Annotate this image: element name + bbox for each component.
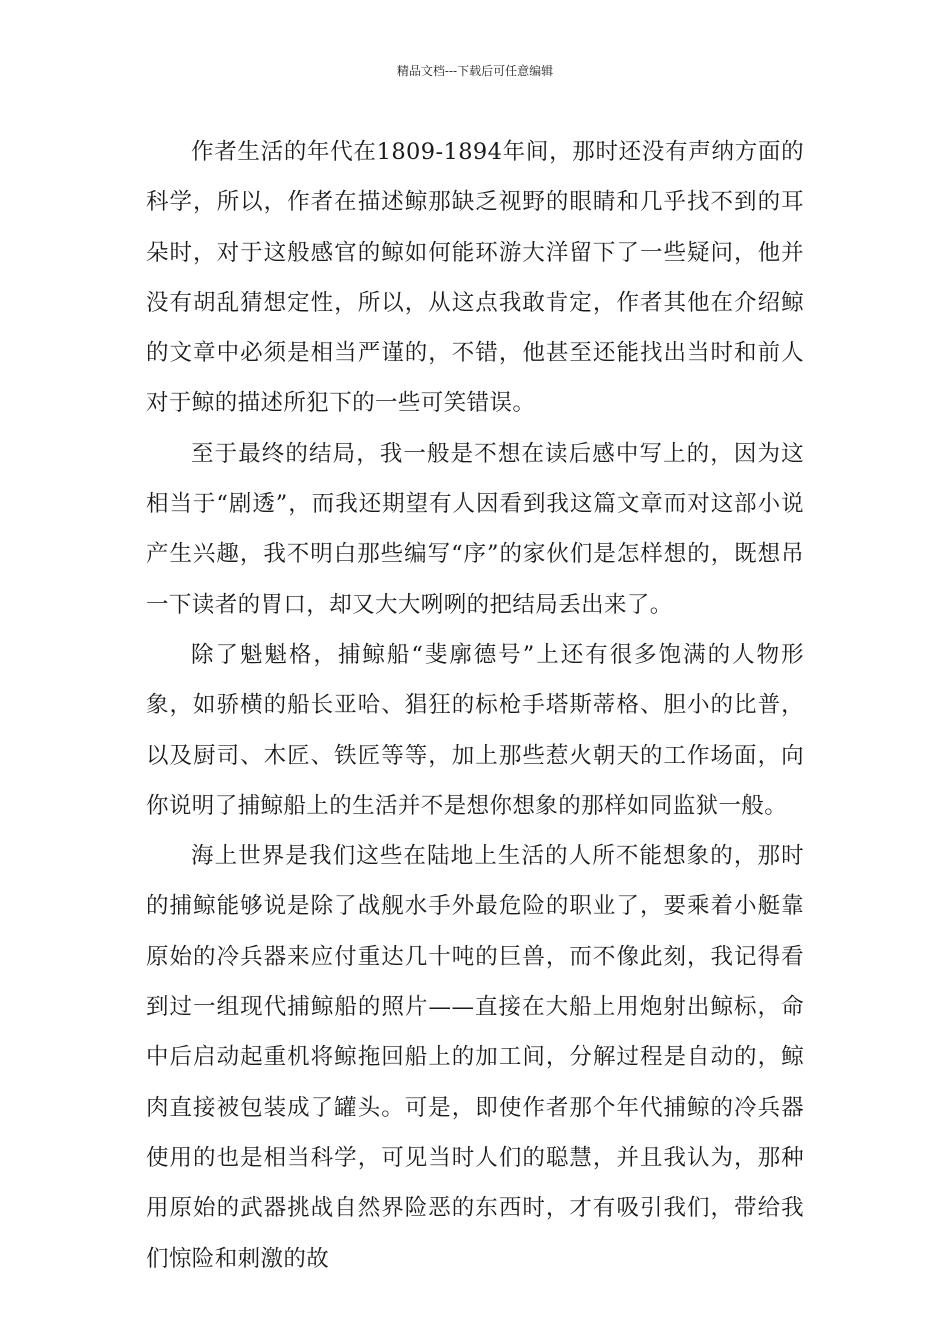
paragraph-4: 海上世界是我们这些在陆地上生活的人所不能想象的，那时的捕鲸能够说是除了战舰水手外最危险的职业了，要乘着小艇靠原始的冷兵器来应付重达几十吨的巨兽，而不像此刻，我记得看到过一组现代捕鲸船的照片——直接在大船上用炮射出鲸标，命中后启动起重机将鲸拖回船上的加工间，分解过程是自动的，鲸肉直接被包装成了罐头。可是，即使作者那个年代捕鲸的冷兵器使用的也是相当科学，可见当时人们的聪慧，并且我认为，那种用原始的武器挑战自然界险恶的东西时，才有吸引我们，带给我们惊险和刺激的故 (146, 843, 804, 1272)
paragraph-1: 作者生活的年代在1809-1894年间，那时还没有声纳方面的科学，所以，作者在描述鲸那缺乏视野的眼睛和几乎找不到的耳朵时，对于这般感官的鲸如何能环游大洋留下了一些疑问，他并没有胡乱猜想定性，所以，从这点我敢肯定，作者其他在介绍鲸的文章中必须是相当严谨的，不错，他甚至还能找出当时和前人对于鲸的描述所犯下的一些可笑错误。 (146, 139, 804, 417)
page-header: 精品文档---下载后可任意编辑 (396, 64, 554, 78)
document-body (146, 127, 804, 1284)
paragraph-2: 至于最终的结局，我一般是不想在读后感中写上的，因为这相当于“剧透”，而我还期望有人因看到我这篇文章而对这部小说产生兴趣，我不明白那些编写“序”的家伙们是怎样想的，既想吊一下读者的胃口，却又大大咧咧的把结局丢出来了。 (146, 440, 804, 618)
paragraph-3: 除了魁魁格，捕鲸船“斐廓德号”上还有很多饱满的人物形象，如骄横的船长亚哈、猖狂的标枪手塔斯蒂格、胆小的比普，以及厨司、木匠、铁匠等等，加上那些惹火朝天的工作场面，向你说明了捕鲸船上的生活并不是想你想象的那样如同监狱一般。 (146, 641, 804, 819)
